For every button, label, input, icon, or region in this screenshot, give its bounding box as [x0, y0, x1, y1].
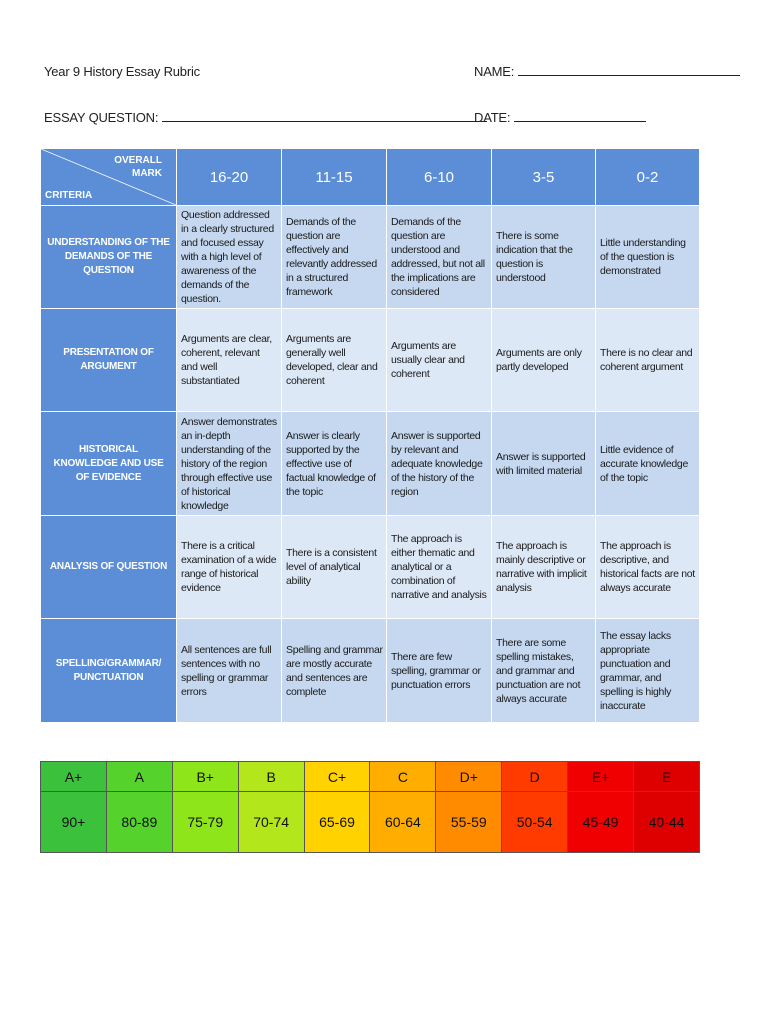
range-cell: 40-44 [634, 792, 700, 853]
rubric-cell: There is a critical examination of a wide range of historical evidence [177, 516, 282, 619]
rubric-row-spelling [41, 619, 700, 723]
rubric-cell: Demands of the question are effectively and relevantly addressed in a structured framework [282, 206, 387, 309]
grade-cell: C [370, 762, 436, 792]
criterion-label: HISTORICAL KNOWLEDGE AND USE OF EVIDENCE [41, 412, 177, 516]
rubric-row-knowledge [41, 412, 700, 516]
range-cell: 60-64 [370, 792, 436, 853]
range-cell: 70-74 [238, 792, 304, 853]
rubric-header-row [41, 149, 700, 206]
range-cell: 55-59 [436, 792, 502, 853]
rubric-cell: There are few spelling, grammar or punctuation errors [387, 619, 492, 723]
rubric-cell: Arguments are clear, coherent, relevant and well substantiated [177, 309, 282, 412]
grade-cell: E [634, 762, 700, 792]
range-cell: 65-69 [304, 792, 370, 853]
name-blank-line[interactable] [518, 65, 740, 76]
grade-cell: E+ [568, 762, 634, 792]
name-field[interactable] [474, 64, 740, 79]
rubric-row-understanding [41, 206, 700, 309]
rubric-cell: There are some spelling mistakes, and grammar and punctuation are not always accurate [492, 619, 596, 723]
criterion-label: PRESENTATION OF ARGUMENT [41, 309, 177, 412]
rubric-cell: Arguments are usually clear and coherent [387, 309, 492, 412]
rubric-cell: There is no clear and coherent argument [596, 309, 700, 412]
corner-overall-mark: OVERALL MARK [114, 155, 162, 179]
rubric-cell: All sentences are full sentences with no spelling or grammar errors [177, 619, 282, 723]
rubric-cell: Question addressed in a clearly structured and focused essay with a high level of awareness of the demands of the question. [177, 206, 282, 309]
grade-cell: A+ [41, 762, 107, 792]
mark-band-header: 6-10 [387, 149, 492, 206]
rubric-cell: There is some indication that the question is understood [492, 206, 596, 309]
rubric-cell: Answer is supported with limited material [492, 412, 596, 516]
range-row [41, 792, 700, 853]
corner-criteria: CRITERIA [45, 190, 93, 201]
rubric-table [40, 148, 700, 723]
rubric-row-analysis [41, 516, 700, 619]
rubric-cell: Little understanding of the question is demonstrated [596, 206, 700, 309]
range-cell: 75-79 [172, 792, 238, 853]
grade-cell: B+ [172, 762, 238, 792]
grade-cell: A [106, 762, 172, 792]
date-label: DATE: [474, 110, 511, 125]
range-cell: 90+ [41, 792, 107, 853]
mark-band-header: 0-2 [596, 149, 700, 206]
grade-scale-table [40, 761, 700, 853]
date-field[interactable] [474, 110, 646, 125]
rubric-cell: The approach is descriptive, and historical facts are not always accurate [596, 516, 700, 619]
mark-band-header: 16-20 [177, 149, 282, 206]
date-blank-line[interactable] [514, 111, 646, 122]
range-cell: 50-54 [502, 792, 568, 853]
rubric-corner-cell [41, 149, 177, 206]
rubric-cell: Spelling and grammar are mostly accurate and sentences are complete [282, 619, 387, 723]
grade-cell: D+ [436, 762, 502, 792]
grade-cell: D [502, 762, 568, 792]
rubric-cell: Demands of the question are understood and addressed, but not all the implications are considered [387, 206, 492, 309]
document-title: Year 9 History Essay Rubric [44, 64, 200, 79]
rubric-cell: There is a consistent level of analytical ability [282, 516, 387, 619]
rubric-cell: Answer demonstrates an in-depth understanding of the history of the region through effective use of historical knowledge [177, 412, 282, 516]
range-cell: 45-49 [568, 792, 634, 853]
name-label: NAME: [474, 64, 515, 79]
rubric-cell: Little evidence of accurate knowledge of the topic [596, 412, 700, 516]
rubric-row-argument [41, 309, 700, 412]
mark-band-header: 11-15 [282, 149, 387, 206]
rubric-cell: Answer is clearly supported by the effective use of factual knowledge of the topic [282, 412, 387, 516]
grade-row [41, 762, 700, 792]
essay-question-label: ESSAY QUESTION: [44, 110, 159, 125]
criterion-label: ANALYSIS OF QUESTION [41, 516, 177, 619]
criterion-label: UNDERSTANDING OF THE DEMANDS OF THE QUESTION [41, 206, 177, 309]
rubric-cell: Answer is supported by relevant and adequate knowledge of the history of the region [387, 412, 492, 516]
essay-question-blank-line[interactable] [162, 111, 487, 122]
rubric-cell: The essay lacks appropriate punctuation and grammar, and spelling is highly inaccurate [596, 619, 700, 723]
essay-question-field[interactable] [44, 110, 487, 125]
rubric-cell: The approach is either thematic and analytical or a combination of narrative and analysis [387, 516, 492, 619]
grade-cell: C+ [304, 762, 370, 792]
range-cell: 80-89 [106, 792, 172, 853]
mark-band-header: 3-5 [492, 149, 596, 206]
rubric-cell: Arguments are generally well developed, clear and coherent [282, 309, 387, 412]
rubric-cell: The approach is mainly descriptive or narrative with implicit analysis [492, 516, 596, 619]
grade-cell: B [238, 762, 304, 792]
criterion-label: SPELLING/GRAMMAR/ PUNCTUATION [41, 619, 177, 723]
rubric-cell: Arguments are only partly developed [492, 309, 596, 412]
